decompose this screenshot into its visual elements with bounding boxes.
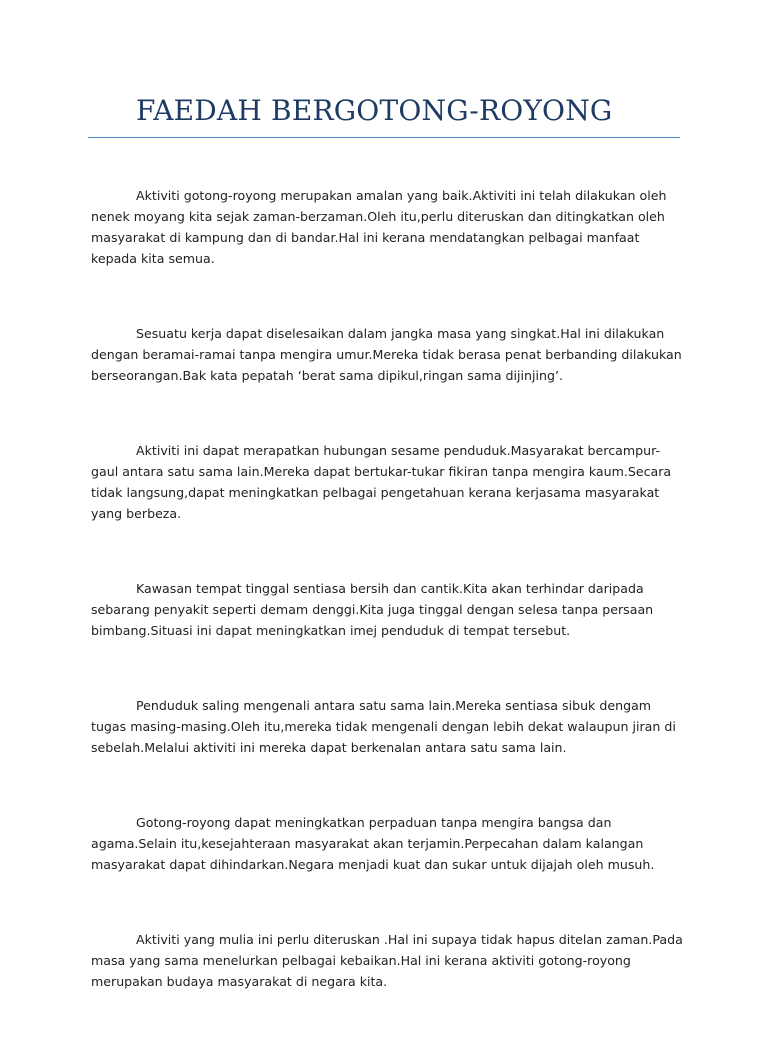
paragraph-7: Aktiviti yang mulia ini perlu diteruskan .Hal ini supaya tidak hapus ditelan zaman.Pada masa yang sama menelurkan pelbagai kebaikan.Hal ini kerana aktiviti gotong-royong merupakan budaya masyarakat di negara kita. — [91, 932, 683, 989]
title-underline — [88, 137, 680, 138]
paragraph-3: Aktiviti ini dapat merapatkan hubungan sesame penduduk.Masyarakat bercampur-gaul antara satu sama lain.Mereka dapat bertukar-tukar fikiran tanpa mengira kaum.Secara tidak langsung,dapat meningkatkan pelbagai pengetahuan kerana kerjasama masyarakat yang berbeza. — [91, 443, 672, 521]
document-body — [91, 185, 683, 1046]
paragraph-4: Kawasan tempat tinggal sentiasa bersih dan cantik.Kita akan terhindar daripada sebarang penyakit seperti demam denggi.Kita juga tinggal dengan selesa tanpa persaan bimbang.Situasi ini dapat meningkatkan imej penduduk di tempat tersebut. — [91, 581, 654, 638]
paragraph-6: Gotong-royong dapat meningkatkan perpaduan tanpa mengira bangsa dan agama.Selain itu,kesejahteraan masyarakat akan terjamin.Perpecahan dalam kalangan masyarakat dapat dihindarkan.Negara menjadi kuat dan sukar untuk dijajah oleh musuh. — [91, 815, 655, 872]
paragraph-5: Penduduk saling mengenali antara satu sama lain.Mereka sentiasa sibuk dengam tugas masing-masing.Oleh itu,mereka tidak mengenali dengan lebih dekat walaupun jiran di sebelah.Melalui aktiviti ini mereka dapat berkenalan antara satu sama lain. — [91, 698, 676, 755]
paragraph-1: Aktiviti gotong-royong merupakan amalan yang baik.Aktiviti ini telah dilakukan oleh nenek moyang kita sejak zaman-berzaman.Oleh itu,perlu diteruskan dan ditingkatkan oleh masyarakat di kampung dan di bandar.Hal ini kerana mendatangkan pelbagai manfaat kepada kita semua. — [91, 188, 667, 266]
document-title: FAEDAH BERGOTONG-ROYONG — [136, 94, 613, 127]
paragraph-2: Sesuatu kerja dapat diselesaikan dalam jangka masa yang singkat.Hal ini dilakukan dengan beramai-ramai tanpa mengira umur.Mereka tidak berasa penat berbanding dilakukan berseorangan.Bak kata pepatah ‘berat sama dipikul,ringan sama dijinjing’. — [91, 326, 682, 383]
